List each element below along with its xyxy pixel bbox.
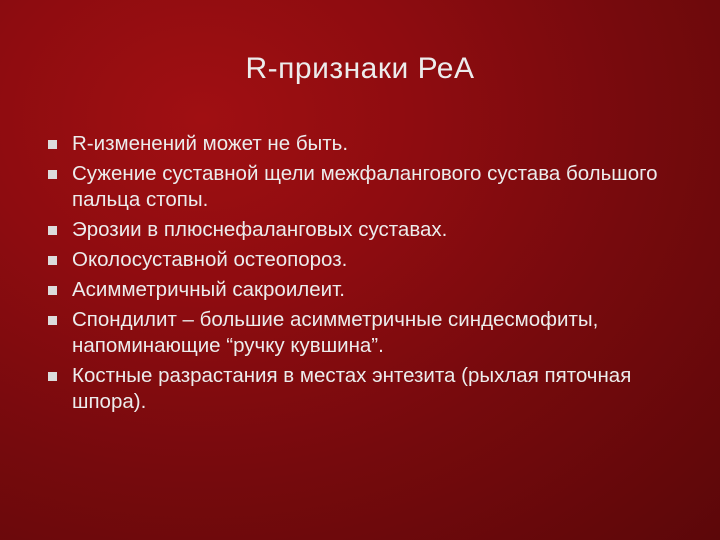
slide-title: R-признаки РеА xyxy=(245,52,475,85)
bullet-text-2: Сужение суставной щели межфалангового сустава большого пальца стопы. xyxy=(72,162,658,211)
bullet-item-4 xyxy=(48,247,688,273)
bullet-text-6: Спондилит – большие асимметричные синдесмофиты, напоминающие “ручку кувшина”. xyxy=(72,308,599,357)
square-bullet-icon xyxy=(48,372,57,381)
bullet-item-7 xyxy=(48,363,688,415)
square-bullet-icon xyxy=(48,170,57,179)
square-bullet-icon xyxy=(48,226,57,235)
bullet-item-3 xyxy=(48,217,688,243)
square-bullet-icon xyxy=(48,316,57,325)
bullet-text-1: R-изменений может не быть. xyxy=(72,132,349,155)
bullet-item-6 xyxy=(48,307,688,359)
bullet-list xyxy=(48,131,688,419)
square-bullet-icon xyxy=(48,140,57,149)
bullet-text-5: Асимметричный сакроилеит. xyxy=(72,278,345,301)
square-bullet-icon xyxy=(48,286,57,295)
bullet-item-5 xyxy=(48,277,688,303)
bullet-text-3: Эрозии в плюснефаланговых суставах. xyxy=(72,218,448,241)
bullet-item-2 xyxy=(48,161,688,213)
square-bullet-icon xyxy=(48,256,57,265)
bullet-text-4: Околосуставной остеопороз. xyxy=(72,248,348,271)
bullet-text-7: Костные разрастания в местах энтезита (рыхлая пяточная шпора). xyxy=(72,364,632,413)
bullet-item-1 xyxy=(48,131,688,157)
